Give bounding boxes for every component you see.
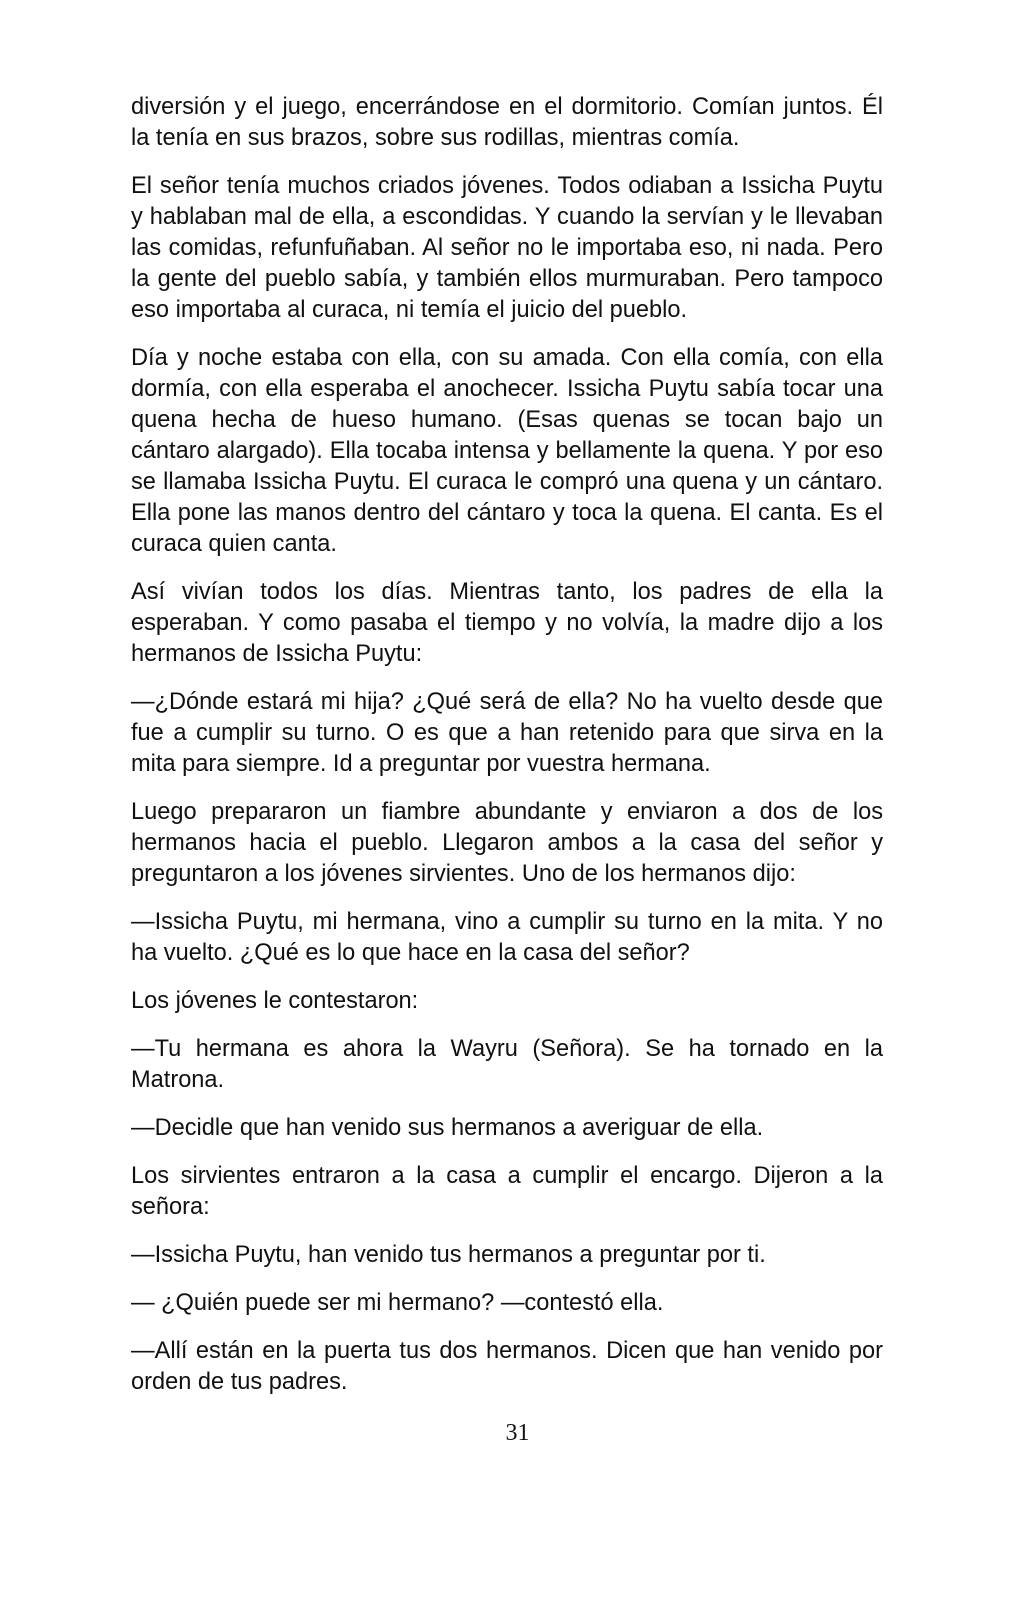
paragraph: Así vivían todos los días. Mientras tanto, los padres de ella la esperaban. Y como pasaba el tiempo y no volvía, la madre dijo a los hermanos de Issicha Puytu: [131,579,883,667]
paragraph: —Issicha Puytu, han venido tus hermanos a preguntar por ti. [131,1242,766,1268]
paragraph: —Tu hermana es ahora la Wayru (Señora). Se ha tornado en la Matrona. [131,1036,883,1093]
paragraph: Luego prepararon un fiambre abundante y enviaron a dos de los hermanos hacia el pueblo. Llegaron ambos a la casa del señor y preguntaron a los jóvenes sirvientes. Uno de los hermanos dijo: [131,799,883,887]
paragraph: Los sirvientes entraron a la casa a cumplir el encargo. Dijeron a la señora: [131,1163,883,1220]
paragraph: —Allí están en la puerta tus dos hermanos. Dicen que han venido por orden de tus padres. [131,1338,883,1395]
page-number: 31 [505,1420,530,1446]
paragraph: Los jóvenes le contestaron: [131,988,419,1014]
paragraph: Día y noche estaba con ella, con su amada. Con ella comía, con ella dormía, con ella esperaba el anochecer. Issicha Puytu sabía tocar una quena hecha de hueso humano. (Esas quenas se tocan bajo un cántaro alargado). Ella tocaba intensa y bellamente la quena. Y por eso se llamaba Issicha Puytu. El curaca le compró una quena y un cántaro. Ella pone las manos dentro del cántaro y toca la quena. El canta. Es el curaca quien canta. [131,345,883,557]
paragraph: diversión y el juego, encerrándose en el dormitorio. Comían juntos. Él la tenía en sus brazos, sobre sus rodillas, mientras comía. [131,94,883,151]
paragraph: —Decidle que han venido sus hermanos a averiguar de ella. [131,1115,764,1141]
paragraph: — ¿Quién puede ser mi hermano? —contestó ella. [131,1290,664,1316]
page-body [131,92,883,1415]
paragraph: —¿Dónde estará mi hija? ¿Qué será de ella? No ha vuelto desde que fue a cumplir su turno. O es que a han retenido para que sirva en la mita para siempre. Id a preguntar por vuestra hermana. [131,689,883,777]
paragraph: El señor tenía muchos criados jóvenes. Todos odiaban a Issicha Puytu y hablaban mal de ella, a escondidas. Y cuando la servían y le llevaban las comidas, refunfuñaban. Al señor no le importaba eso, ni nada. Pero la gente del pueblo sabía, y también ellos murmuraban. Pero tampoco eso importaba al curaca, ni temía el juicio del pueblo. [131,173,883,323]
paragraph: —Issicha Puytu, mi hermana, vino a cumplir su turno en la mita. Y no ha vuelto. ¿Qué es lo que hace en la casa del señor? [131,909,883,966]
